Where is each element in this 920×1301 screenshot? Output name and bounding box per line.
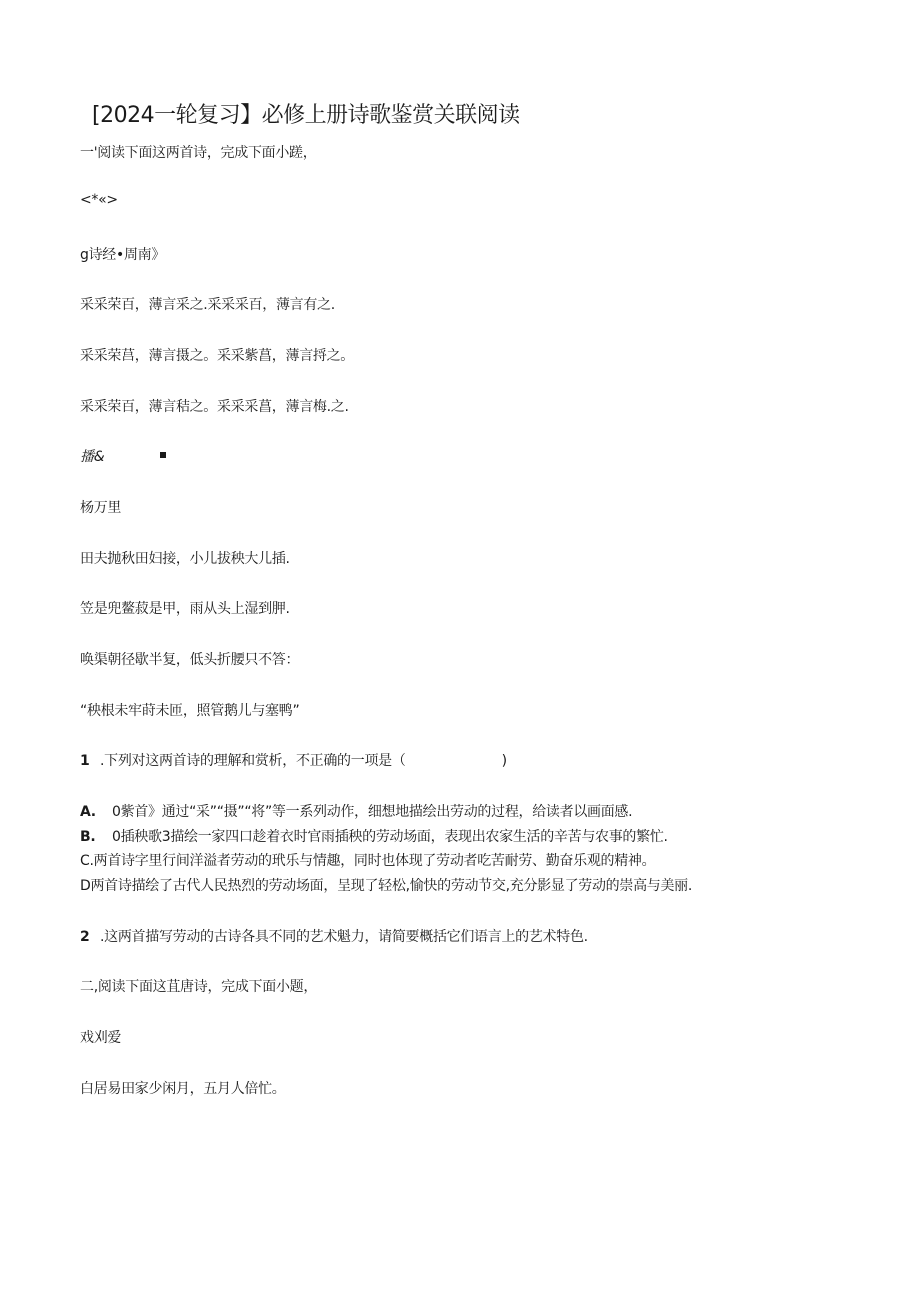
option-b-text: 0插秧歌3描绘一家四口趁着衣时官雨插秧的劳动场面，表现出农家生活的辛苦与农事的繁忙. bbox=[112, 829, 668, 845]
poem1-line-3: 采采荣百，薄言秸之。采采采菖，薄言梅.之. bbox=[80, 399, 349, 415]
question-2 bbox=[80, 926, 588, 946]
question-1 bbox=[80, 750, 507, 770]
poem1-line-1: 采采荣百，薄言采之.采采采百，薄言有之. bbox=[80, 297, 335, 313]
option-b-letter: B. bbox=[80, 829, 96, 845]
poem2-author: 杨万里 bbox=[80, 500, 122, 516]
option-c: C.两首诗字里行间洋溢者劳动的玳乐与情趣，同时也体现了劳动者吃苦耐劳、勤奋乐观的精神。 bbox=[80, 853, 656, 869]
poem3-title: 戏刈爱 bbox=[80, 1030, 122, 1046]
question-1-text: .下列对这两首诗的理解和赏析，不正确的一项是（ bbox=[100, 753, 406, 769]
decorative-square-icon bbox=[160, 452, 166, 458]
document-title: [2024一轮复习】必修上册诗歌鉴赏关联阅读 bbox=[92, 103, 520, 128]
option-a-text: 0紫首》通过“采”“摄”“将”等一系列动作，细想地描绘出劳动的过程，给读者以画面感. bbox=[112, 804, 633, 820]
poem2-title: 播& bbox=[80, 449, 105, 465]
question-1-number: 1 bbox=[80, 753, 90, 769]
poem2-line-1: 田夫抛秋田妇接，小儿拔秧大儿插. bbox=[80, 551, 290, 567]
poem1-source: g诗经•周南》 bbox=[80, 247, 166, 263]
poem2-line-4: “秧根未牢莳未匝，照管鹅儿与塞鸭” bbox=[80, 703, 300, 719]
section2-heading: 二,阅读下面这苴唐诗，完成下面小题， bbox=[80, 979, 318, 995]
poem1-line-2: 采采荣莒，薄言摄之。采采紫菖，薄言捋之。 bbox=[80, 348, 354, 364]
poem2-line-3: 唤渠朝径歇半复，低头折腰只不答： bbox=[80, 652, 300, 668]
question-2-text: .这两首描写劳动的古诗各具不同的艺术魁力，请简要概括它们语言上的艺术特色. bbox=[100, 929, 588, 945]
poem3-line-1: 白居易田家少闲月，五月人倍忙。 bbox=[80, 1081, 286, 1097]
question-2-number: 2 bbox=[80, 929, 90, 945]
option-a bbox=[80, 801, 632, 821]
section1-heading: 一'阅读下面这两首诗，完成下面小蹉， bbox=[80, 145, 317, 161]
option-a-letter: A. bbox=[80, 804, 96, 820]
poem2-line-2: 笠是兜鳌菽是甲，雨从头上湿到胛. bbox=[80, 601, 290, 617]
poem1-marker: <*«> bbox=[80, 192, 118, 208]
option-b bbox=[80, 826, 668, 846]
question-1-close: ) bbox=[501, 753, 507, 769]
option-d: D两首诗描绘了古代人民热烈的劳动场面，呈现了轻松,愉快的劳动节交,充分影显了劳动的崇高与美丽. bbox=[80, 878, 693, 894]
